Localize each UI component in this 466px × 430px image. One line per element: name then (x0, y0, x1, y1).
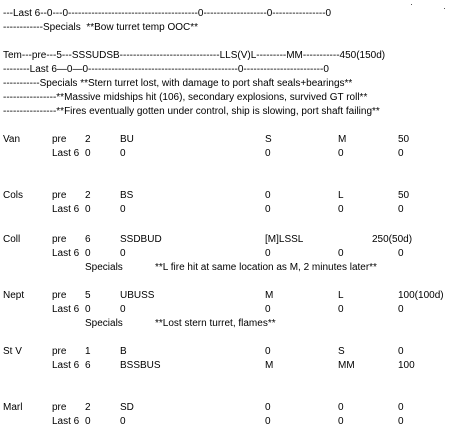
specials-text: **Lost stern turret, flames** (155, 318, 276, 329)
tem-pre-line: Tem---pre---5---SSSUDSB------------------------------LLS(V)L---------MM-----------450(150d) (3, 50, 386, 61)
last6-count: 6 (85, 360, 91, 371)
last6-label: Last 6 (52, 416, 80, 427)
pre-hits: UBUSS (120, 290, 155, 301)
ship-name: Van (3, 134, 21, 145)
pre-hits: B (120, 346, 127, 357)
pre-label: pre (52, 346, 67, 357)
pre-count: 6 (85, 234, 91, 245)
specials-line: ------------Specials **Bow turret temp OOC** (3, 22, 199, 33)
last6-col-c: 0 (398, 248, 404, 259)
last6-label: Last 6 (52, 304, 80, 315)
ship-name: Cols (3, 190, 24, 201)
pre-col-b: L (338, 290, 344, 301)
last6-hits: 0 (120, 304, 126, 315)
last6-col-c: 0 (398, 204, 404, 215)
tem-specials-line-2: ----------------**Massive midships hit (106), secondary explosions, survived GT roll** (3, 92, 368, 103)
scan-dot (444, 8, 445, 9)
pre-count: 2 (85, 402, 91, 413)
pre-count: 5 (85, 290, 91, 301)
pre-count: 2 (85, 190, 91, 201)
pre-col-c: 0 (398, 346, 404, 357)
last6-col-a: 0 (265, 416, 271, 427)
pre-col-a: M (265, 290, 274, 301)
pre-label: pre (52, 190, 67, 201)
pre-label: pre (52, 234, 67, 245)
pre-col-b: M (338, 134, 347, 145)
pre-col-c: 250(50d) (372, 234, 413, 245)
last6-label: Last 6 (52, 148, 80, 159)
last6-col-a: 0 (265, 204, 271, 215)
pre-label: pre (52, 290, 67, 301)
scan-dot (411, 4, 412, 5)
tem-specials-line-1: -----------Specials **Stern turret lost, with damage to port shaft seals+bearings** (3, 78, 353, 89)
last6-count: 0 (85, 416, 91, 427)
last6-col-c: 100 (398, 360, 415, 371)
last6-count: 0 (85, 304, 91, 315)
pre-col-a: S (265, 134, 272, 145)
last6-hits: BSSBUS (120, 360, 161, 371)
pre-col-a: 0 (265, 190, 271, 201)
pre-count: 2 (85, 134, 91, 145)
last6-col-a: 0 (265, 248, 271, 259)
pre-col-a: [M]LSSL (265, 234, 304, 245)
last6-col-a: M (265, 360, 274, 371)
specials-label: Specials (85, 318, 123, 329)
last6-hits: 0 (120, 248, 126, 259)
specials-text: **L fire hit at same location as M, 2 minutes later** (155, 262, 377, 273)
pre-label: pre (52, 402, 67, 413)
pre-label: pre (52, 134, 67, 145)
last6-col-b: MM (338, 360, 355, 371)
pre-hits: BS (120, 190, 134, 201)
tem-last6-line: --------Last 6—0—0---------------------------------------------0------------------------0 (3, 64, 329, 75)
last6-col-c: 0 (398, 304, 404, 315)
ship-name: Marl (3, 402, 23, 413)
pre-col-a: 0 (265, 346, 271, 357)
ship-name: St V (3, 346, 22, 357)
last6-count: 0 (85, 148, 91, 159)
last6-col-b: 0 (338, 148, 344, 159)
pre-col-c: 0 (398, 402, 404, 413)
last6-hits: 0 (120, 204, 126, 215)
last6-col-c: 0 (398, 148, 404, 159)
tem-specials-line-3: ----------------**Fires eventually gotten under control, ship is slowing, port shaft failing** (3, 106, 380, 117)
pre-hits: BU (120, 134, 134, 145)
last6-hits: 0 (120, 148, 126, 159)
last6-count: 0 (85, 204, 91, 215)
pre-col-b: S (338, 346, 345, 357)
last6-col-b: 0 (338, 248, 344, 259)
pre-col-c: 100(100d) (398, 290, 444, 301)
last6-col-c: 0 (398, 416, 404, 427)
last6-col-b: 0 (338, 204, 344, 215)
last6-count: 0 (85, 248, 91, 259)
last6-col-a: 0 (265, 304, 271, 315)
last6-hits: 0 (120, 416, 126, 427)
ship-name: Coll (3, 234, 21, 245)
pre-col-c: 50 (398, 134, 410, 145)
pre-col-a: 0 (265, 402, 271, 413)
last6-col-b: 0 (338, 304, 344, 315)
last6-dash-line: ---Last 6--0---0---------------------------------------0-------------------0----------------0 (3, 8, 332, 19)
pre-hits: SSDBUD (120, 234, 162, 245)
last6-label: Last 6 (52, 248, 80, 259)
last6-label: Last 6 (52, 360, 80, 371)
last6-col-b: 0 (338, 416, 344, 427)
pre-col-b: L (338, 190, 344, 201)
last6-label: Last 6 (52, 204, 80, 215)
pre-hits: SD (120, 402, 134, 413)
pre-col-c: 50 (398, 190, 410, 201)
ship-name: Nept (3, 290, 25, 301)
last6-col-a: 0 (265, 148, 271, 159)
pre-col-b: 0 (338, 402, 344, 413)
pre-count: 1 (85, 346, 91, 357)
specials-label: Specials (85, 262, 123, 273)
